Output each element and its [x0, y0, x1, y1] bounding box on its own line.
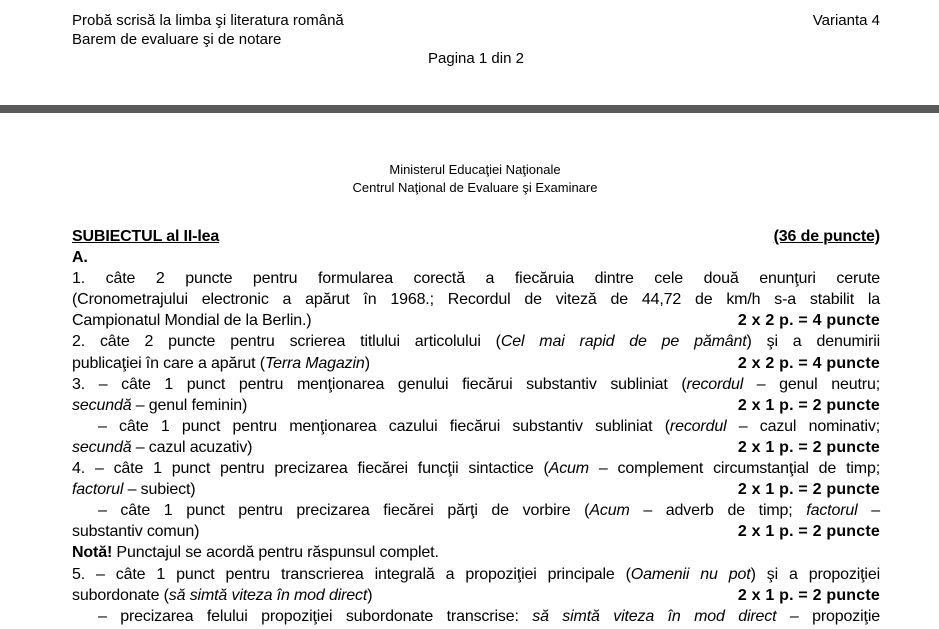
word-acum: Acum: [548, 460, 589, 478]
item-5-text-end: ) şi a propoziţiei: [750, 565, 880, 583]
item-5-line-2: [72, 585, 880, 606]
item-5-paren: ): [367, 586, 373, 604]
item-4-pos-text: – câte 1 punct pentru precizarea fiecărei părţi de vorbire (: [98, 502, 590, 520]
item-2-text: 2. câte 2 puncte pentru scrierea titlului articolului (: [72, 333, 501, 351]
subject-points: (36 de puncte): [773, 228, 880, 245]
page-header: [72, 10, 880, 70]
item-3-case-nominative: – cazul nominativ;: [726, 417, 880, 435]
item-5-subordinate-label: subordonate (: [72, 586, 169, 604]
item-3-score-2: 2 x 1 p. = 2 puncte: [737, 438, 880, 456]
item-3-case-accusative: – cazul acuzativ): [131, 438, 253, 456]
item-1-score: 2 x 2 p. = 4 puncte: [737, 312, 880, 330]
item-1-line-3: [72, 310, 880, 331]
noun-secunda-2: secundă: [72, 438, 132, 456]
item-5-score-1: 2 x 1 p. = 2 puncte: [737, 586, 880, 604]
item-4-score-2: 2 x 1 p. = 2 puncte: [737, 523, 880, 541]
subject-heading: [72, 226, 880, 247]
item-4-dash: –: [857, 502, 880, 520]
page-number: Pagina 1 din 2: [428, 50, 524, 67]
item-3-text: 3. – câte 1 punct pentru menţionarea genului fiecărui substantiv subliniat (: [72, 375, 687, 393]
word-factorul-2: factorul: [806, 502, 858, 520]
page-separator: [0, 105, 939, 113]
item-5-line-1: [72, 564, 880, 585]
word-acum-2: Acum: [589, 502, 630, 520]
item-5-text: 5. – câte 1 punct pentru transcrierea integrală a propoziţiei principale (: [72, 565, 631, 583]
item-1-line-1: 1. câte 2 puncte pentru formularea corectă a fiecăruia dintre cele două enunţuri cerute: [72, 270, 880, 288]
noun-secunda: secundă: [72, 396, 132, 414]
item-5-type-text: – precizarea felului propoziţiei subordonate transcrise:: [98, 607, 533, 625]
item-4-pos-noun: substantiv comun): [72, 523, 200, 541]
item-3-line-4: [72, 437, 880, 458]
note-line: [72, 542, 880, 563]
item-4-text: 4. – câte 1 punct pentru precizarea fiecărei funcţii sintactice (: [72, 460, 549, 478]
item-4-score-1: 2 x 1 p. = 2 puncte: [737, 481, 880, 499]
item-4-line-2: [72, 479, 880, 500]
publication-name: Terra Magazin: [264, 354, 365, 372]
item-1-line-2: (Cronometrajului electronic a apărut în 1968.; Recordul de viteză de 44,72 de km/h s-a stabilit la: [72, 291, 880, 309]
item-3-case-text: – câte 1 punct pentru menţionarea cazului fiecărui substantiv subliniat (: [98, 417, 670, 435]
note-label: Notă!: [72, 544, 113, 562]
item-3-gender-feminine: – genul feminin): [131, 396, 248, 414]
item-3-score-1: 2 x 1 p. = 2 puncte: [737, 396, 880, 414]
item-3-line-1: [72, 374, 880, 395]
item-4-pos-adverb: – adverb de timp;: [629, 502, 807, 520]
item-3-line-3: [72, 416, 880, 437]
exam-title: Probă scrisă la limba şi literatura română: [72, 12, 344, 29]
item-2-text-end: ) şi a denumirii: [746, 333, 881, 351]
item-2-paren: ): [364, 354, 370, 372]
section-a-label: A.: [72, 249, 88, 267]
noun-recordul: recordul: [686, 375, 744, 393]
main-clause: Oamenii nu pot: [630, 565, 751, 583]
word-factorul: factorul: [72, 481, 124, 499]
evaluation-center-name: Centrul Naţional de Evaluare şi Examinare: [352, 180, 598, 195]
item-4-function-subject: – subiect): [123, 481, 196, 499]
item-2-text-2: publicaţiei în care a apărut (: [72, 354, 265, 372]
item-3-line-2: [72, 395, 880, 416]
variant-label: Varianta 4: [812, 12, 880, 29]
subordinate-clause-2: să simtă viteza în mod direct: [532, 607, 777, 625]
subordinate-clause: să simtă viteza în mod direct: [168, 586, 368, 604]
item-3-gender-neutral: – genul neutru;: [743, 375, 880, 393]
item-4-function-time: – complement circumstanţial de timp;: [589, 460, 880, 478]
item-5-line-3: [72, 606, 880, 627]
note-text: Punctajul se acordă pentru răspunsul complet.: [112, 544, 439, 562]
item-2-score: 2 x 2 p. = 4 puncte: [737, 354, 880, 372]
item-2-line-1: [72, 331, 880, 352]
exam-subtitle: Barem de evaluare şi de notare: [72, 31, 282, 48]
subject-title: SUBIECTUL al II-lea: [72, 228, 220, 245]
grading-content: [72, 226, 880, 627]
item-1-text: Campionatul Mondial de la Berlin.): [72, 312, 312, 330]
item-4-line-4: [72, 521, 880, 542]
article-title: Cel mai rapid de pe pământ: [500, 333, 747, 351]
item-2-line-2: [72, 353, 880, 374]
item-4-line-1: [72, 458, 880, 479]
item-5-type-end: – propoziţie: [776, 607, 880, 625]
noun-recordul-2: recordul: [669, 417, 727, 435]
item-4-line-3: [72, 500, 880, 521]
ministry-name: Ministerul Educaţiei Naţionale: [389, 162, 561, 177]
